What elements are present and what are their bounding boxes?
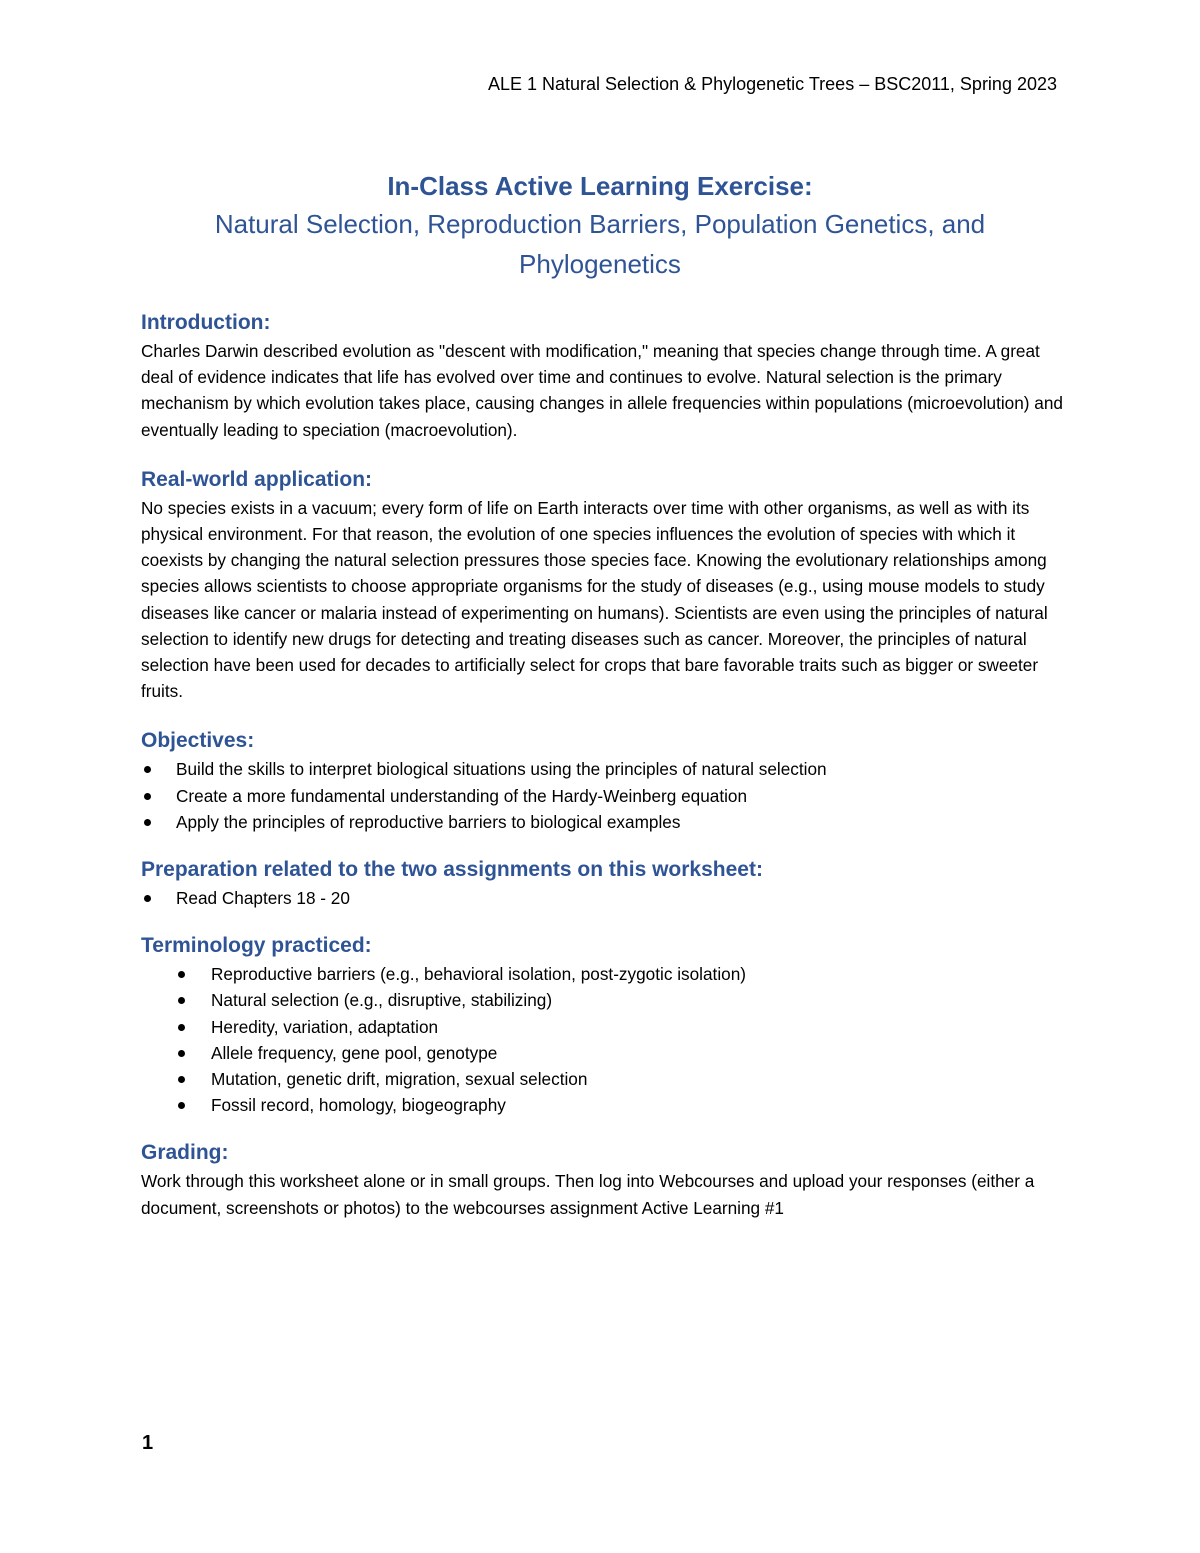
running-header: ALE 1 Natural Selection & Phylogenetic Trees – BSC2011, Spring 2023 bbox=[487, 74, 1057, 94]
list-item-text: Create a more fundamental understanding of the Hardy-Weinberg equation bbox=[176, 785, 748, 806]
bullet-icon bbox=[178, 1050, 185, 1057]
list-item bbox=[141, 783, 1071, 809]
list-item-text: Allele frequency, gene pool, genotype bbox=[211, 1042, 498, 1063]
bullet-icon bbox=[178, 997, 185, 1004]
preparation-heading: Preparation related to the two assignments on this worksheet: bbox=[141, 858, 763, 882]
page-number: 1 bbox=[142, 1432, 154, 1454]
bullet-icon bbox=[178, 1024, 185, 1031]
bullet-icon bbox=[178, 971, 185, 978]
page-subtitle: Natural Selection, Reproduction Barriers, Population Genetics, and Phylogenetics bbox=[214, 209, 986, 279]
objectives-section bbox=[141, 726, 1071, 835]
list-item bbox=[141, 1014, 1071, 1040]
real-world-section bbox=[141, 465, 1071, 705]
grading-heading: Grading: bbox=[141, 1141, 229, 1165]
title-block bbox=[140, 168, 1060, 284]
list-item-text: Reproductive barriers (e.g., behavioral isolation, post-zygotic isolation) bbox=[211, 964, 746, 985]
list-item bbox=[141, 756, 1071, 782]
list-item bbox=[141, 885, 1071, 911]
list-item bbox=[141, 809, 1071, 835]
bullet-icon bbox=[178, 1102, 185, 1109]
list-item bbox=[141, 1092, 1071, 1118]
terminology-heading: Terminology practiced: bbox=[141, 934, 372, 958]
objectives-list bbox=[141, 756, 1071, 835]
real-world-paragraph: No species exists in a vacuum; every form of life on Earth interacts over time with other organisms, as well as with its physical environment. For that reason, the evolution of one species influences the evolution of species with which it coexists by changing the natural selection pressures those species face. Knowing the evolutionary relationships among species allows scientists to choose appropriate organisms for the study of diseases (e.g., using mouse models to study diseases like cancer or malaria instead of experimenting on humans). Scientists are even using the principles of natural selection to identify new drugs for detecting and treating diseases such as cancer. Moreover, the principles of natural selection have been used for decades to artificially select for crops that bare favorable traits such as bigger or sweeter fruits. bbox=[141, 497, 1048, 702]
bullet-icon bbox=[144, 766, 151, 773]
bullet-icon bbox=[144, 793, 151, 800]
list-item-text: Read Chapters 18 - 20 bbox=[176, 888, 350, 909]
list-item-text: Fossil record, homology, biogeography bbox=[211, 1095, 506, 1116]
page-title: In-Class Active Learning Exercise: bbox=[387, 171, 813, 201]
list-item bbox=[141, 1040, 1071, 1066]
preparation-list bbox=[141, 885, 1071, 911]
list-item-text: Apply the principles of reproductive barriers to biological examples bbox=[176, 811, 681, 832]
list-item bbox=[141, 1066, 1071, 1092]
list-item-text: Mutation, genetic drift, migration, sexual selection bbox=[211, 1069, 588, 1090]
introduction-heading: Introduction: bbox=[141, 311, 271, 334]
preparation-section bbox=[141, 855, 1071, 911]
list-item bbox=[141, 961, 1071, 987]
objectives-heading: Objectives: bbox=[141, 729, 255, 753]
grading-paragraph: Work through this worksheet alone or in small groups. Then log into Webcourses and upload your responses (either a document, screenshots or photos) to the webcourses assignment Active Learning #1 bbox=[141, 1171, 1035, 1218]
list-item bbox=[141, 987, 1071, 1013]
real-world-heading: Real-world application: bbox=[141, 467, 373, 491]
bullet-icon bbox=[144, 895, 151, 902]
introduction-section bbox=[141, 308, 1071, 443]
list-item-text: Build the skills to interpret biological situations using the principles of natural selection bbox=[176, 759, 827, 780]
document-body bbox=[141, 308, 1071, 1221]
grading-section bbox=[141, 1138, 1071, 1220]
bullet-icon bbox=[178, 1076, 185, 1083]
introduction-paragraph: Charles Darwin described evolution as "descent with modification," meaning that species change through time. A great deal of evidence indicates that life has evolved over time and continues to evolve. Natural selection is the primary mechanism by which evolution takes place, causing changes in allele frequencies within populations (microevolution) and eventually leading to speciation (macroevolution). bbox=[141, 341, 1063, 440]
terminology-section bbox=[141, 931, 1071, 1118]
bullet-icon bbox=[144, 819, 151, 826]
terminology-list bbox=[141, 961, 1071, 1118]
list-item-text: Heredity, variation, adaptation bbox=[211, 1016, 439, 1037]
list-item-text: Natural selection (e.g., disruptive, stabilizing) bbox=[211, 990, 553, 1011]
